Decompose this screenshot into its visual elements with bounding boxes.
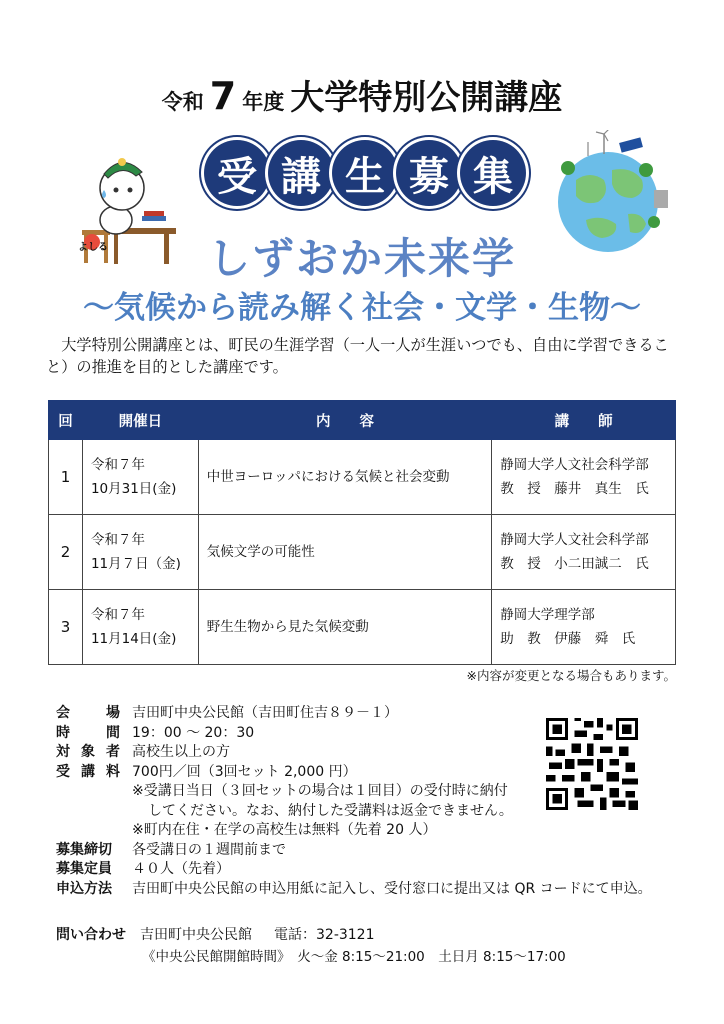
label-char: 会: [56, 705, 70, 721]
table-row: [49, 590, 676, 665]
label-char: 料: [106, 763, 120, 780]
label-char: 講: [81, 763, 95, 780]
fee-note: ※町内在住・在学の高校生は無料（先着 20 人）: [132, 822, 437, 838]
target-label: [56, 743, 132, 763]
recruit-circles: [204, 140, 524, 208]
row-date-year: 令和７年: [90, 457, 145, 473]
row-lecturer-org: 静岡大学人文社会科学部: [500, 532, 649, 548]
row-num: 3: [49, 590, 83, 665]
row-lecturer-org: 静岡大学理学部: [500, 607, 595, 623]
circle-char: 募: [396, 140, 462, 206]
row-date-day: 10月31日(金): [90, 481, 177, 497]
circle-char: 受: [204, 140, 270, 206]
row-date-year: 令和７年: [90, 607, 145, 623]
capacity-value: ４０人（先着）: [132, 861, 230, 877]
row-date-year: 令和７年: [90, 532, 145, 548]
contact-name: 吉田町中央公民館: [140, 927, 252, 943]
time-label: [56, 724, 132, 744]
header-date: 開催日: [82, 401, 198, 440]
qr-code-icon[interactable]: [546, 718, 638, 810]
label-char: 間: [106, 724, 120, 741]
title-year: 7: [209, 74, 237, 118]
label-char: 場: [106, 705, 120, 721]
deadline-label: 募集締切: [56, 841, 112, 858]
row-content: 野生生物から見た気候変動: [198, 590, 491, 665]
row-lecturer-name: 教 授 小二田誠二 氏: [500, 556, 649, 572]
circle-char: 生: [332, 140, 398, 206]
deadline-row: [56, 841, 696, 861]
lecture-table: [48, 400, 676, 665]
header-num: 回: [49, 401, 83, 440]
table-note: ※内容が変更となる場合もあります。: [466, 668, 676, 683]
row-date: [82, 590, 198, 665]
contact-phone: 電話：32-3121: [274, 927, 375, 943]
row-date-day: 11月14日(金): [90, 631, 177, 647]
title-era: 令和: [161, 90, 204, 114]
row-lecturer: [492, 440, 676, 515]
fee-note: してください。なお、納付した受講料は返金できません。: [148, 802, 513, 819]
venue-value: 吉田町中央公民館（吉田町住吉８９－１）: [132, 705, 398, 721]
row-date: [82, 440, 198, 515]
capacity-row: [56, 860, 696, 880]
label-char: 受: [56, 763, 70, 780]
subtitle: しずおか未来学: [207, 234, 516, 283]
row-lecturer: [492, 515, 676, 590]
opening-hours: 《中央公民館開館時間》 火～金 8:15～21:00 土日月 8:15～17:00: [142, 949, 566, 965]
row-date: [82, 515, 198, 590]
row-num: 2: [49, 515, 83, 590]
page-title: [0, 70, 724, 119]
capacity-label: 募集定員: [56, 861, 112, 877]
row-lecturer-name: 教 授 藤井 真生 氏: [500, 481, 649, 497]
title-main: 大学特別公開講座: [290, 78, 563, 118]
deadline-value: 各受講日の１週間前まで: [132, 841, 286, 858]
row-lecturer: [492, 590, 676, 665]
fee-note: ※受講日当日（３回セットの場合は１回目）の受付時に納付: [132, 783, 508, 799]
table-row: [49, 515, 676, 590]
time-value: 19：00 ～ 20：30: [132, 724, 255, 741]
fee-label: [56, 763, 132, 783]
row-date-day: 11月７日（金): [90, 556, 181, 572]
contact-section: [56, 924, 696, 946]
target-value: 高校生以上の方: [132, 744, 230, 760]
table-row: [49, 440, 676, 515]
row-num: 1: [49, 440, 83, 515]
circle-char: 講: [268, 140, 334, 206]
venue-label: [56, 704, 132, 724]
header-lecturer: 講 師: [492, 401, 676, 440]
table-header-row: [49, 401, 676, 440]
row-content: 中世ヨーロッパにおける気候と社会変動: [198, 440, 491, 515]
label-char: 対: [56, 744, 70, 760]
title-nendo: 年度: [242, 90, 285, 114]
mascot-badge: よしる: [78, 242, 108, 253]
fee-value: 700円／回（3回セット 2,000 円）: [132, 763, 357, 780]
apply-label: 申込方法: [56, 880, 112, 897]
apply-row: [56, 880, 696, 900]
row-content: 気候文学の可能性: [198, 515, 491, 590]
label-char: 時: [56, 724, 70, 741]
contact-label: 問い合わせ: [56, 927, 126, 943]
circle-char: 集: [460, 140, 526, 206]
label-char: 者: [106, 744, 120, 760]
apply-value: 吉田町中央公民館の申込用紙に記入し、受付窓口に提出又は QR コードにて申込。: [132, 880, 652, 897]
intro-text: 大学特別公開講座とは、町民の生涯学習（一人一人が生涯いつでも、自由に学習できること）の推進を目的とした講座です。: [46, 336, 669, 376]
label-char: 象: [81, 744, 95, 760]
row-lecturer-name: 助 教 伊藤 舜 氏: [500, 631, 636, 647]
sub-subtitle: 〜気候から読み解く社会・文学・生物〜: [83, 290, 641, 326]
row-lecturer-org: 静岡大学人文社会科学部: [500, 457, 649, 473]
header-content: 内 容: [198, 401, 491, 440]
